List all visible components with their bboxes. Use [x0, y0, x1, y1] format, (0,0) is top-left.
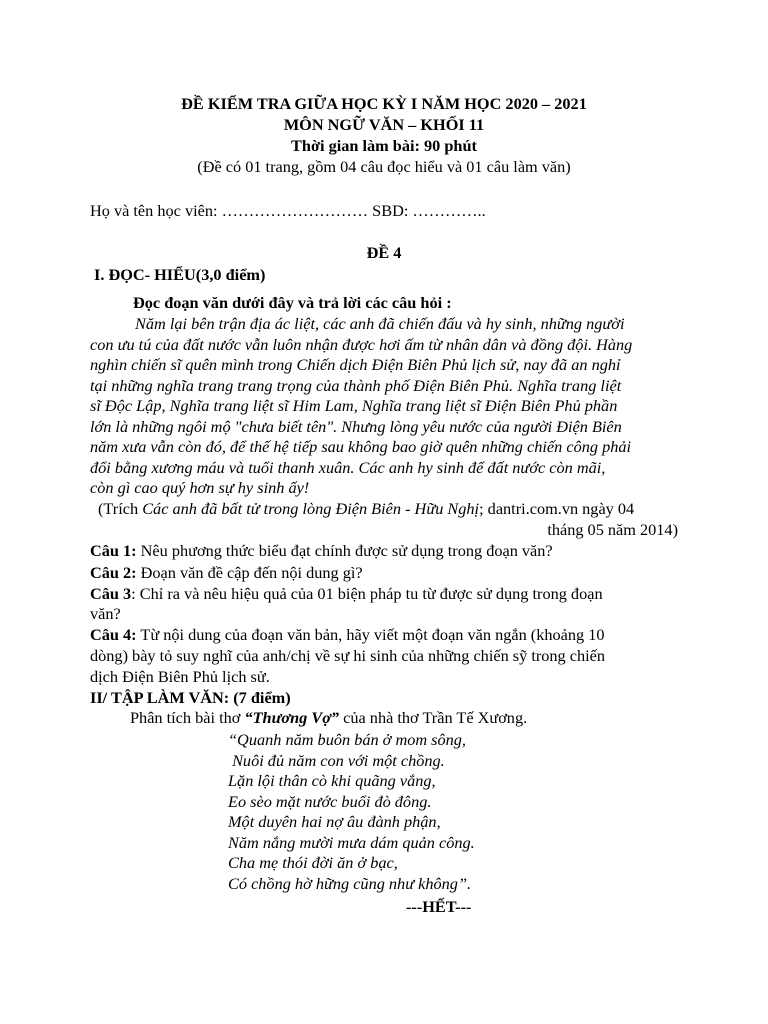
poem-line: Eo sèo mặt nước buổi đò đông.: [228, 791, 432, 811]
question-label: Câu 2:: [90, 563, 137, 582]
exam-code: ĐỀ 4: [366, 243, 402, 262]
end-mark: ---HẾT---: [406, 897, 472, 916]
source-prefix: (Trích: [98, 499, 143, 518]
exam-time: Thời gian làm bài: 90 phút: [291, 136, 477, 155]
section2-heading: II/ TẬP LÀM VĂN: (7 điểm): [90, 688, 291, 707]
question-3-continued: văn?: [90, 604, 121, 623]
question-label: Câu 3: [90, 584, 132, 603]
poem-line: Một duyên hai nợ âu đành phận,: [228, 812, 441, 831]
section1-heading: I. ĐỌC- HIỂU(3,0 điểm): [94, 265, 266, 284]
prompt-suffix: của nhà thơ Trần Tế Xương.: [339, 708, 528, 727]
question-1: [90, 541, 553, 562]
poem-title: “Thương Vợ”: [244, 708, 340, 727]
question-4: [90, 625, 605, 646]
essay-prompt: [130, 708, 527, 729]
poem-line: Lặn lội thân cò khi quãng vắng,: [228, 771, 436, 790]
poem: [228, 730, 475, 894]
question-label: Câu 1:: [90, 541, 137, 560]
question-4-continued: dòng) bày tỏ suy nghĩ của anh/chị về sự hi sinh của những chiến sỹ trong chiến: [90, 646, 606, 665]
passage-line: năm xưa vẫn còn đó, để thế hệ tiếp sau không bao giờ quên những chiến công phải: [90, 437, 632, 456]
prompt-prefix: Phân tích bài thơ: [130, 708, 245, 727]
passage-line: lớn là những ngôi mộ "chưa biết tên". Nhưng lòng yêu nước của người Điện Biên: [90, 416, 622, 436]
question-text: : Chỉ ra và nêu hiệu quả của 01 biện pháp tu từ được sử dụng trong đoạn: [131, 584, 603, 603]
question-4-continued: dịch Điện Biên Phủ lịch sử.: [90, 667, 270, 686]
poem-line: Nuôi đủ năm con với một chồng.: [228, 750, 445, 770]
passage-line: con ưu tú của đất nước vẫn luôn nhận được hơi ấm từ nhân dân và đồng đội. Hàng: [90, 334, 633, 354]
source-title: Các anh đã bất tử trong lòng Điện Biên - Hữu Nghị: [142, 499, 480, 518]
source-date: tháng 05 năm 2014): [547, 520, 678, 539]
question-text: Nêu phương thức biểu đạt chính được sử dụng trong đoạn văn?: [136, 541, 553, 560]
question-text: Từ nội dung của đoạn văn bản, hãy viết một đoạn văn ngắn (khoảng 10: [136, 625, 605, 644]
section1-instruction: Đọc đoạn văn dưới đây và trả lời các câu hỏi :: [133, 293, 452, 312]
passage-line: tại những nghĩa trang trang trọng của thành phố Điện Biên Phủ. Nghĩa trang liệt: [90, 375, 622, 395]
question-3: [90, 584, 603, 605]
exam-note: (Đề có 01 trang, gồm 04 câu đọc hiểu và 01 câu làm văn): [197, 157, 571, 176]
poem-line: “Quanh năm buôn bán ở mom sông,: [228, 730, 466, 749]
poem-line: Cha mẹ thói đời ăn ở bạc,: [228, 853, 398, 872]
passage-source: [98, 499, 634, 520]
reading-passage: [90, 314, 690, 499]
question-label: Câu 4:: [90, 625, 137, 644]
poem-line: Có chồng hờ hững cũng như không”.: [228, 873, 472, 893]
question-2: [90, 563, 363, 584]
student-info-line: Họ và tên học viên: ……………………… SBD: …………..: [90, 201, 486, 220]
source-suffix: ; dantri.com.vn ngày 04: [479, 499, 635, 518]
passage-line: còn gì cao quý hơn sự hy sinh ấy!: [90, 478, 310, 497]
question-text: Đoạn văn đề cập đến nội dung gì?: [136, 563, 363, 582]
passage-line: nghìn chiến sĩ quên mình trong Chiến dịch Điện Biên Phủ lịch sử, nay đã an nghỉ: [90, 355, 621, 374]
passage-line: sĩ Độc Lập, Nghĩa trang liệt sĩ Him Lam, Nghĩa trang liệt sĩ Điện Biên Phủ phần: [90, 396, 618, 415]
passage-line: đổi bằng xương máu và tuổi thanh xuân. Các anh hy sinh để đất nước còn mãi,: [90, 457, 606, 477]
passage-line: Năm lại bên trận địa ác liệt, các anh đã chiến đấu và hy sinh, những người: [135, 314, 625, 333]
exam-title-line1: ĐỀ KIỂM TRA GIỮA HỌC KỲ I NĂM HỌC 2020 – 2021: [181, 94, 587, 113]
exam-title-line2: MÔN NGỮ VĂN – KHỐI 11: [283, 115, 485, 134]
poem-line: Năm nắng mười mưa dám quản công.: [228, 832, 475, 852]
